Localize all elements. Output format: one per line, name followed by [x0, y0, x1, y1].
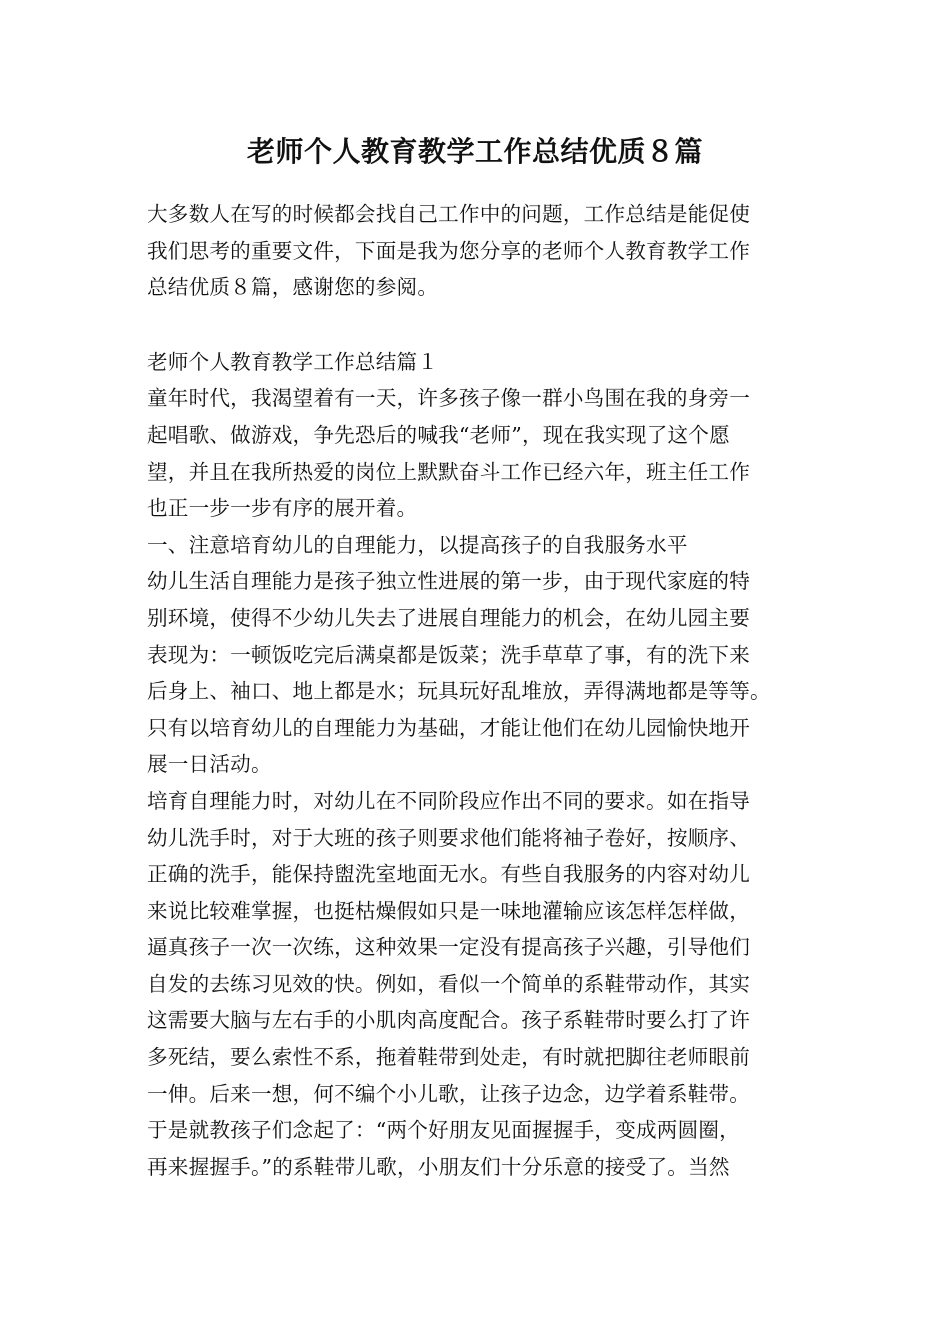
body-line: 一伸。后来一想，何不编个小儿歌，让孩子边念，边学着系鞋带。: [147, 1081, 751, 1106]
body-line: 也正一步一步有序的展开着。: [147, 496, 418, 521]
body-line: 于是就教孩子们念起了：“两个好朋友见面握握手，变成两圆圈，: [147, 1118, 740, 1143]
body-line: 再来握握手。”的系鞋带儿歌，小朋友们十分乐意的接受了。当然: [147, 1154, 730, 1179]
body-line: 这需要大脑与左右手的小肌肉高度配合。孩子系鞋带时要么打了许: [147, 1008, 751, 1033]
body-line: 正确的洗手，能保持盥洗室地面无水。有些自我服务的内容对幼儿: [147, 862, 751, 887]
body-line: 逼真孩子一次一次练，这种效果一定没有提高孩子兴趣，引导他们: [147, 935, 751, 960]
body-line: 望，并且在我所热爱的岗位上默默奋斗工作已经六年，班主任工作: [147, 459, 751, 484]
body-line: 起唱歌、做游戏，争先恐后的喊我“老师”，现在我实现了这个愿: [147, 422, 730, 447]
body-line: 幼儿洗手时，对于大班的孩子则要求他们能将袖子卷好，按顺序、: [147, 825, 751, 850]
document-title: 老师个人教育教学工作总结优质８篇: [246, 135, 703, 168]
body-line: 只有以培育幼儿的自理能力为基础，才能让他们在幼儿园愉快地开: [147, 715, 751, 740]
body-line: 来说比较难掌握，也挺枯燥假如只是一味地灌输应该怎样怎样做，: [147, 898, 751, 923]
paragraph-gap: [147, 306, 827, 344]
body-line: 别环境，使得不少幼儿失去了进展自理能力的机会，在幼儿园主要: [147, 605, 751, 630]
body-line: 后身上、袖口、地上都是水；玩具玩好乱堆放，弄得满地都是等等。: [147, 679, 771, 704]
body-line: 幼儿生活自理能力是孩子独立性进展的第一步，由于现代家庭的特: [147, 569, 751, 594]
subheading: 一、注意培育幼儿的自理能力，以提高孩子的自我服务水平: [147, 532, 688, 557]
body-line: 童年时代，我渴望着有一天，许多孩子像一群小鸟围在我的身旁一: [147, 386, 751, 411]
section-heading: 老师个人教育教学工作总结篇１: [147, 349, 439, 374]
document-body: [147, 196, 827, 1185]
body-line: 展一日活动。: [147, 752, 272, 777]
intro-line: 总结优质８篇，感谢您的参阅。: [147, 275, 439, 300]
body-line: 多死结，要么索性不系，拖着鞋带到处走，有时就把脚往老师眼前: [147, 1045, 751, 1070]
body-line: 自发的去练习见效的快。例如，看似一个简单的系鞋带动作，其实: [147, 971, 751, 996]
body-line: 表现为：一顿饭吃完后满桌都是饭菜；洗手草草了事，有的洗下来: [147, 642, 751, 667]
intro-line: 大多数人在写的时候都会找自己工作中的问题，工作总结是能促使: [147, 202, 751, 226]
body-line: 培育自理能力时，对幼儿在不同阶段应作出不同的要求。如在指导: [147, 788, 751, 813]
intro-line: 我们思考的重要文件，下面是我为您分享的老师个人教育教学工作: [147, 238, 751, 263]
